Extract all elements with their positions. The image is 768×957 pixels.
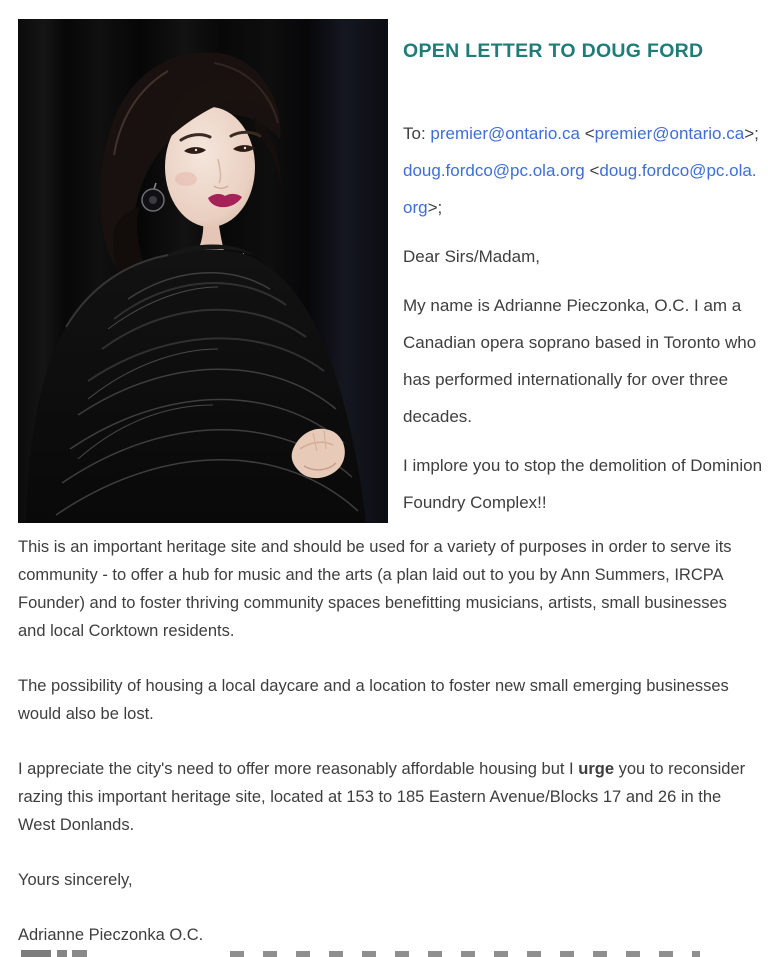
implore-paragraph: I implore you to stop the demolition of Dominion Foundry Complex!! bbox=[403, 456, 763, 512]
urge-paragraph bbox=[18, 755, 756, 839]
daycare-paragraph: The possibility of housing a local daycare and a location to foster new small emerging businesses would also be lost. bbox=[18, 677, 729, 723]
letter-header-column bbox=[403, 40, 763, 521]
angle-open-2: < bbox=[589, 161, 600, 180]
recipient-line bbox=[403, 115, 763, 226]
angle-close-2: >; bbox=[427, 198, 443, 217]
closing-line: Yours sincerely, bbox=[18, 871, 133, 889]
page-title: OPEN LETTER TO DOUG FORD bbox=[403, 40, 704, 62]
to-label: To: bbox=[403, 124, 426, 143]
email-link-fordco-bracketed[interactable]: doug.fordco@pc.ola.org bbox=[403, 161, 757, 217]
urge-before: I appreciate the city's need to offer more reasonably affordable housing but I bbox=[18, 760, 579, 778]
angle-open-1: < bbox=[584, 124, 595, 143]
urge-after: you to reconsider razing this important heritage site, located at 153 to 185 Eastern Avenue/Blocks 17 and 26 in the West Donlands. bbox=[18, 760, 746, 834]
signature-line: Adrianne Pieczonka O.C. bbox=[18, 926, 204, 944]
portrait-illustration bbox=[18, 19, 388, 523]
portrait-photo bbox=[18, 19, 388, 523]
angle-close-1: >; bbox=[744, 124, 759, 143]
email-link-premier[interactable]: premier@ontario.ca bbox=[430, 124, 580, 143]
urge-bold: urge bbox=[578, 760, 614, 778]
email-link-premier-bracketed[interactable]: premier@ontario.ca bbox=[594, 124, 745, 143]
heritage-paragraph: This is an important heritage site and should be used for a variety of purposes in order to serve its community - to offer a hub for music and the arts (a plan laid out to you by Ann Summers, IRCPA Founder) and to foster thriving community spaces benefitting musicians, artists, small businesses and local Corktown residents. bbox=[18, 538, 732, 640]
email-link-fordco[interactable]: doug.fordco@pc.ola.org bbox=[403, 161, 585, 180]
intro-paragraph: My name is Adrianne Pieczonka, O.C. I am a Canadian opera soprano based in Toronto who has performed internationally for over three decades. bbox=[403, 296, 757, 426]
letter-body bbox=[18, 533, 756, 949]
salutation: Dear Sirs/Madam, bbox=[403, 247, 540, 266]
cutoff-next-line bbox=[21, 950, 93, 957]
cutoff-dash-strip bbox=[230, 951, 700, 957]
